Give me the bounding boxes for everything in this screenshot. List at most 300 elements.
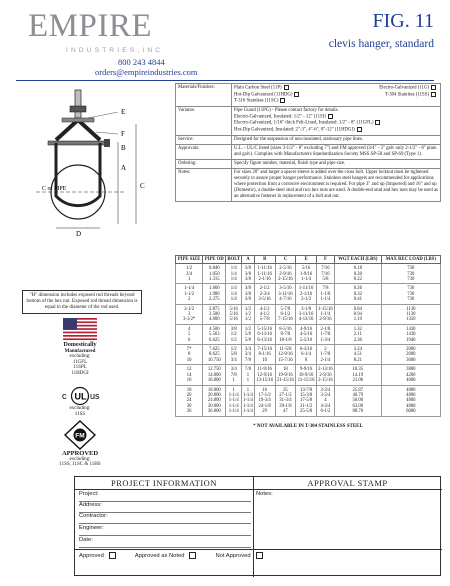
table-cell: 2.375 xyxy=(203,297,226,304)
table-cell: 12-9/16 xyxy=(254,373,275,378)
table-cell: 1.900 xyxy=(203,292,226,297)
table-cell: 1/2 xyxy=(242,304,255,312)
mat-plain-checkbox[interactable] xyxy=(284,85,289,90)
table-row xyxy=(176,324,441,332)
table-cell: 3-3/4 xyxy=(316,385,334,393)
table-cell: 3-1/8 xyxy=(296,304,317,312)
table-cell: 1.315 xyxy=(203,277,226,284)
svg-text:us: us xyxy=(90,391,100,401)
table-row xyxy=(176,365,441,373)
rod-nut xyxy=(70,106,86,112)
table-cell: 4-1/2 xyxy=(254,312,275,317)
table-row xyxy=(176,304,441,312)
table-cell: 4.51 xyxy=(334,352,381,357)
table-cell: 1130 xyxy=(381,312,440,317)
clevis-strap xyxy=(56,143,100,206)
table-cell: 1-1/4 xyxy=(316,297,334,304)
table-cell: 5/16 xyxy=(226,312,242,317)
table-cell: 1-9/16 xyxy=(296,272,317,277)
clevis-top-plate xyxy=(62,118,94,122)
table-cell: 3/4 xyxy=(176,272,203,277)
table-cell: 1-11/16 xyxy=(296,284,317,292)
table-cell: 730 xyxy=(381,272,440,277)
table-cell: 8-7/8 xyxy=(275,332,296,337)
table-cell: 8 xyxy=(176,352,203,357)
table-cell: 0.18 xyxy=(334,264,381,272)
table-cell: 8 xyxy=(296,358,317,365)
stainless-note: * NOT AVAILABLE IN T-304 STAINLESS STEEL xyxy=(253,424,363,429)
table-cell: 1.050 xyxy=(203,272,226,277)
table-cell: 2 xyxy=(176,297,203,304)
table-cell: 3/8 xyxy=(242,297,255,304)
table-row xyxy=(176,409,441,416)
header-divider xyxy=(16,80,434,81)
table-cell: 7-15/16 xyxy=(275,317,296,324)
table-cell: 4800 xyxy=(381,385,440,393)
table-cell: 7/8 xyxy=(316,284,334,292)
domestic-subtitle: Manufactured xyxy=(64,348,96,354)
table-cell: 17-5/8 xyxy=(296,398,317,403)
table-cell: 5-5/16 xyxy=(296,338,317,345)
table-cell: 3/8 xyxy=(226,324,242,332)
table-cell: 3 xyxy=(176,312,203,317)
table-cell: 5 xyxy=(176,332,203,337)
table-cell: 0.32 xyxy=(334,292,381,297)
table-cell: 2000 xyxy=(381,345,440,353)
table-cell: 6-1/4 xyxy=(296,352,317,357)
table-cell: 1 xyxy=(242,385,255,393)
table-row xyxy=(176,345,441,353)
table-cell: 11-5/8 xyxy=(275,345,296,353)
approval-row-rule xyxy=(75,549,442,550)
table-cell: 1-15/16 xyxy=(316,304,334,312)
hanger-rod xyxy=(75,90,81,118)
table-cell: 3/8 xyxy=(242,277,255,284)
table-row xyxy=(176,284,441,292)
table-cell: 7/8 xyxy=(226,373,242,378)
bolt-nut xyxy=(104,139,110,147)
table-cell: 17-1/2 xyxy=(254,393,275,398)
table-cell: 1-1/4 xyxy=(242,403,253,409)
table-cell: 5/8 xyxy=(242,338,255,345)
table-row xyxy=(176,385,441,393)
table-cell: 3-11/16 xyxy=(275,292,296,297)
table-row xyxy=(176,264,441,272)
cul-badge-text xyxy=(40,406,120,417)
variant-hdgi-checkbox[interactable] xyxy=(357,127,362,132)
table-row xyxy=(176,358,441,365)
specification-table xyxy=(175,83,441,202)
table-cell: 1/2 xyxy=(242,324,255,332)
table-cell: 0.840 xyxy=(203,264,226,272)
table-cell: 4-5/16 xyxy=(296,332,317,337)
table-cell: 5/8 xyxy=(242,332,255,337)
table-cell: 4 xyxy=(176,324,203,332)
table-cell: 88.70 xyxy=(334,409,381,416)
table-cell: 15-7/16 xyxy=(275,358,296,365)
table-cell: 2-5/16 xyxy=(275,264,296,272)
table-cell: 1430 xyxy=(381,324,440,332)
notes-label: Notes: xyxy=(176,168,232,201)
table-cell: 50.00 xyxy=(334,398,381,403)
table-cell: 9-9/16 xyxy=(296,365,317,373)
date-label: Date: xyxy=(79,537,93,543)
table-cell: 4-9/16 xyxy=(296,324,317,332)
company-logo: EMPIRE xyxy=(28,8,153,44)
variant-gfl-label: Electro-Galvanized, 1/16" thick Felt-Lined, Insulated: 1/2" - 8" (11GFL) xyxy=(234,121,374,127)
box-header-rule xyxy=(75,489,442,490)
table-cell: 11-15/16 xyxy=(297,378,315,384)
cul-excl-0: excluding: xyxy=(69,406,91,411)
not-approved-checkbox[interactable] xyxy=(256,552,263,559)
table-cell: 16.000 xyxy=(203,378,226,385)
contractor-label: Contractor: xyxy=(79,513,108,519)
table-row xyxy=(176,378,441,385)
figure-number: FIG. 11 xyxy=(372,10,434,32)
table-cell: 2-15/16 xyxy=(275,277,296,284)
table-cell: 1130 xyxy=(381,304,440,312)
table-cell: 730 xyxy=(381,292,440,297)
col-e: E xyxy=(296,256,317,264)
ordering-label: Ordering: xyxy=(176,159,232,168)
table-cell: 1-1/2 xyxy=(176,292,203,297)
table-cell: 36 xyxy=(176,409,203,416)
table-row xyxy=(176,338,441,345)
table-cell: 1/2 xyxy=(226,338,242,345)
table-cell: 4200 xyxy=(381,373,440,378)
usa-flag-icon xyxy=(63,318,97,340)
table-cell: 2.36 xyxy=(334,338,381,345)
table-cell: 3-3/4 xyxy=(316,393,334,398)
leader-e xyxy=(88,112,118,118)
table-cell: 1/2 xyxy=(176,264,203,272)
col-b: B xyxy=(254,256,275,264)
mat-electro-checkbox[interactable] xyxy=(431,85,436,90)
fm-excl-0: excluding: xyxy=(69,456,91,462)
approval-stamp-title: APPROVAL STAMP xyxy=(307,478,388,488)
table-cell: 21.06 xyxy=(334,378,381,385)
table-cell: 1-1/4 xyxy=(242,409,253,415)
table-cell: 1-1/4 xyxy=(242,392,253,398)
table-cell: 4-1/2 xyxy=(254,304,275,312)
not-approved-label: Not Approved xyxy=(215,552,251,559)
variants-label: Variants: xyxy=(176,106,232,135)
dim-label-b: B xyxy=(121,144,126,152)
table-cell: 2-1/8 xyxy=(316,324,334,332)
variant-hdgi-label: Hot-Dip Galvanized, Insulated: 2"-3", 4"-6", 8"-12" (11HDGI) xyxy=(234,127,355,133)
table-cell: 14 xyxy=(176,373,203,378)
table-cell: 5/8 xyxy=(316,277,334,284)
table-cell: 5-7/8 xyxy=(254,317,275,324)
table-cell: 0.22 xyxy=(334,277,381,284)
table-cell: 14.19 xyxy=(334,373,381,378)
svg-text:c: c xyxy=(62,391,67,401)
fm-excl-1: 11SS, 11SC & 11HS xyxy=(59,462,101,468)
clevis-hanger-diagram xyxy=(16,84,176,276)
table-cell: 3/8 xyxy=(242,272,255,277)
table-cell: 3600 xyxy=(381,358,440,365)
table-cell: 2-1/2 xyxy=(176,304,203,312)
email-link[interactable]: orders@empireindustries.com xyxy=(95,67,198,77)
domestic-excl-2: 11SPL xyxy=(73,365,87,371)
table-cell: 1-11/16 xyxy=(254,264,275,272)
table-cell: 31-3/4 xyxy=(275,398,296,403)
h-dimension-note: "H" dimension includes exposed rod threads beyond bottom of the hex nut. Exposed rod thread dimension is equal to the diameter of the rod used. xyxy=(22,290,142,314)
fm-badge-text: FM xyxy=(75,432,85,440)
table-cell: 5-15/16 xyxy=(254,324,275,332)
clevis-yoke xyxy=(56,120,100,140)
table-cell: 36.000 xyxy=(203,409,226,416)
approvals-label: Approvals: xyxy=(176,144,232,159)
table-cell: 1-11/16 xyxy=(254,272,275,277)
table-cell: 7* xyxy=(176,345,203,353)
table-cell: 2-9/16 xyxy=(316,317,334,324)
cul-excl-1: 11SS xyxy=(74,411,86,417)
product-subtitle: clevis hanger, standard xyxy=(328,38,434,50)
table-cell: 8-5/16 xyxy=(275,324,296,332)
col-pipe-size: PIPE SIZE xyxy=(176,256,203,264)
table-cell: 3/4 xyxy=(242,345,255,353)
cul-listed-icon xyxy=(62,386,98,406)
table-cell: 25 xyxy=(275,385,296,393)
table-cell: 2.11 xyxy=(334,332,381,337)
address-field[interactable] xyxy=(79,502,251,513)
table-row xyxy=(176,317,441,324)
table-cell: 3/8 xyxy=(242,264,255,272)
table-cell: 27-1/2 xyxy=(275,393,296,398)
mat-electro-label: Electro-Galvanized (11G) xyxy=(379,85,429,91)
table-cell: 5-7/8 xyxy=(275,304,296,312)
stamp-notes-label: Notes: xyxy=(256,491,273,497)
table-cell: 3/4 xyxy=(226,365,242,373)
table-row xyxy=(176,277,441,284)
project-field[interactable] xyxy=(79,491,251,502)
table-cell: 2-1/4 xyxy=(316,358,334,365)
dimensions-table xyxy=(175,255,441,417)
table-cell: 47 xyxy=(275,409,296,416)
table-cell: 7-15/16 xyxy=(254,345,275,353)
table-cell: 1.660 xyxy=(203,284,226,292)
table-cell: 19-3/4 xyxy=(254,398,275,403)
engineer-field[interactable] xyxy=(79,525,251,536)
table-cell: 21-1/2 xyxy=(296,404,317,409)
table-cell: 2-1/16 xyxy=(296,292,317,297)
table-cell: 1/4 xyxy=(226,284,242,292)
table-cell: 18 xyxy=(176,385,203,393)
table-cell: 5/8 xyxy=(226,352,242,357)
table-cell: 63.00 xyxy=(334,404,381,409)
table-cell: 3-1/2* xyxy=(176,317,203,324)
ordering-text: Specify figure number, material, finish type and pipe size. xyxy=(232,159,441,168)
table-cell: 1-1/4 xyxy=(226,409,242,416)
pipe-centerline-label: C of PIPE xyxy=(42,186,67,192)
project-approval-box xyxy=(74,476,441,576)
approved-noted-checkbox[interactable] xyxy=(189,552,196,559)
date-field[interactable] xyxy=(79,537,251,548)
table-cell: 2-1/2 xyxy=(296,297,317,304)
dim-label-f: F xyxy=(121,130,125,138)
table-cell: 15-3/8 xyxy=(296,393,317,398)
table-cell: 3-5/16 xyxy=(275,284,296,292)
dim-label-a: A xyxy=(121,164,127,172)
table-cell: 730 xyxy=(381,297,440,304)
table-cell: 30 xyxy=(176,404,203,409)
approved-checkbox[interactable] xyxy=(109,552,116,559)
table-cell: 2-9/16 xyxy=(275,272,296,277)
table-cell: 6-1/2 xyxy=(316,409,334,416)
table-cell: 7/8 xyxy=(242,365,255,373)
table-cell: 4-7/16 xyxy=(275,297,296,304)
fm-badge-info xyxy=(40,451,120,468)
domestic-excl-1: 11GFL xyxy=(72,359,88,365)
table-cell: 10 xyxy=(176,358,203,365)
table-cell: 25-5/8 xyxy=(296,409,317,416)
table-cell: 7.625 xyxy=(203,345,226,353)
mat-t316-checkbox[interactable] xyxy=(280,98,285,103)
box-divider xyxy=(253,477,254,577)
table-cell: 1.32 xyxy=(334,324,381,332)
col-a: A xyxy=(242,256,255,264)
table-cell: 3/8 xyxy=(242,284,255,292)
table-cell: 25.87 xyxy=(334,385,381,393)
variant-si-checkbox[interactable] xyxy=(328,114,333,119)
table-cell: 730 xyxy=(381,277,440,284)
variants-cell xyxy=(232,106,441,135)
table-cell: 1.19 xyxy=(334,317,381,324)
table-cell: 10.35 xyxy=(334,365,381,373)
table-cell: 4-3/4 xyxy=(316,404,334,409)
col-weight: WGT EACH (LBS) xyxy=(334,256,381,264)
approved-label: Approved xyxy=(79,552,104,559)
dimensions-table-body xyxy=(176,264,441,416)
table-cell: 1/4 xyxy=(226,297,242,304)
table-cell: 30.000 xyxy=(203,404,226,409)
table-cell: 4800 xyxy=(381,393,440,398)
col-bolt: BOLT xyxy=(227,257,241,262)
table-cell: 24 xyxy=(176,398,203,403)
dim-label-c: C xyxy=(140,182,145,190)
table-cell: 1-1/4 xyxy=(242,398,253,404)
table-cell: 6 xyxy=(176,338,203,345)
table-cell: 2-9/16 xyxy=(316,373,334,378)
table-cell: 1 xyxy=(242,373,255,378)
table-cell: 1-1/8 xyxy=(316,292,334,297)
table-cell: 2-1/2 xyxy=(254,284,275,292)
table-cell: 8.625 xyxy=(203,352,226,357)
table-cell: 4-13/16 xyxy=(296,317,317,324)
table-cell: 1430 xyxy=(381,332,440,337)
table-cell: 24-1/8 xyxy=(254,404,275,409)
table-cell: 0.41 xyxy=(334,297,381,304)
table-cell: 3800 xyxy=(381,365,440,373)
notes-text: For sizes 20" and larger a spacer sleeve is added over the cross bolt. Upper locknut must be tightened securely to assure proper hanger performance. Stainless steel hangers are recommended for applications where protection from a corrosive environment is required. For pipe 3" and up (Imported) and 16" and up (Domestic), a double-steel stud and two hex nuts are used. A double-end stud and hex nuts may be used as an alternative fastener in replacement of a bolt and nut. xyxy=(232,168,441,201)
variant-gfl-checkbox[interactable] xyxy=(375,120,380,125)
col-c: C xyxy=(275,256,296,264)
approved-noted-label: Approved as Noted xyxy=(134,552,185,559)
variant-pipe-guard: Pipe Guard (11PG) - Please contact factory for details. xyxy=(234,107,339,113)
table-cell: 1-1/4 xyxy=(226,393,242,398)
table-cell: 3.24 xyxy=(334,345,381,353)
mat-hdg-checkbox[interactable] xyxy=(294,92,299,97)
table-cell: 21-15/16 xyxy=(276,378,294,384)
table-cell: 5/16 xyxy=(296,264,317,272)
table-cell: 1-1/4 xyxy=(226,398,242,403)
approval-options xyxy=(79,552,265,559)
table-cell: 2-3/4 xyxy=(254,292,275,297)
table-cell: 6-13/16 xyxy=(254,332,275,337)
table-cell: 6-3/16 xyxy=(296,345,317,353)
table-cell: 1/2 xyxy=(226,345,242,353)
table-cell: 10-1/8 xyxy=(275,338,296,345)
table-cell: 3-11/16 xyxy=(296,312,317,317)
table-cell: 1/4 xyxy=(226,277,242,284)
address-label: Address: xyxy=(79,502,102,508)
table-cell: 3-5/16 xyxy=(254,297,275,304)
table-cell: 5/16 xyxy=(226,304,242,312)
table-cell: 6.625 xyxy=(203,338,226,345)
table-cell: 4600 xyxy=(381,378,440,385)
table-cell: 4.000 xyxy=(203,317,226,324)
table-cell: 1 xyxy=(176,277,203,284)
table-cell: 1-7/8 xyxy=(316,332,334,337)
table-cell: 1-1/4 xyxy=(296,277,317,284)
table-cell: 0.94 xyxy=(334,312,381,317)
leader-f xyxy=(96,132,118,134)
table-cell: 8-1/16 xyxy=(254,352,275,357)
table-cell: 7/16 xyxy=(316,272,334,277)
table-cell: 18 xyxy=(275,365,296,373)
table-cell: 1 xyxy=(226,385,242,393)
table-cell: 5.563 xyxy=(203,332,226,337)
domestic-title: Domestically xyxy=(63,342,97,348)
table-cell: 730 xyxy=(381,264,440,272)
approvals-text: U.L. - UL/C listed (sizes 3-1/2" - 8" excluding 7") and FM approved (3/4" - 3" galv only 2-1/2" - 8" plain and galv). Complies with Manufacturers Standardization Society MSS SP-58 and SP-69 (Type 1). xyxy=(232,144,441,159)
table-cell: 3/8 xyxy=(242,292,255,297)
table-cell: 14.000 xyxy=(203,373,226,378)
table-cell: 6-1/2 xyxy=(275,312,296,317)
materials-cell xyxy=(232,84,441,107)
mat-t304-checkbox[interactable] xyxy=(431,92,436,97)
table-cell: 1-1/4 xyxy=(316,312,334,317)
table-cell: 20.000 xyxy=(203,393,226,398)
domestic-excl-0: excluding: xyxy=(69,354,91,360)
fm-title: APPROVED xyxy=(61,450,99,457)
table-cell: 1 xyxy=(226,378,242,385)
table-row xyxy=(176,297,441,304)
col-f: F xyxy=(316,256,334,264)
materials-label: Materials/Finishes: xyxy=(176,84,232,107)
mat-plain-label: Plain Carbon Steel (11P) xyxy=(234,85,282,91)
table-cell: 3.500 xyxy=(203,312,226,317)
table-cell: 18.000 xyxy=(203,385,226,393)
contractor-field[interactable] xyxy=(79,513,251,524)
table-cell: 1/4 xyxy=(226,264,242,272)
fm-approved-icon xyxy=(64,420,96,450)
mat-hdg-label: Hot-Dip Galvanized (11HDG) xyxy=(234,92,293,98)
table-cell: 3/4 xyxy=(242,352,255,357)
table-cell: 7/8 xyxy=(242,358,255,365)
phone-number: 800 243 4844 xyxy=(118,57,165,67)
table-cell: 1/4 xyxy=(226,292,242,297)
table-cell: 3/4 xyxy=(226,358,242,365)
table-cell: 29 xyxy=(254,409,275,416)
table-cell: 2-13/16 xyxy=(316,365,334,373)
project-info-title: PROJECT INFORMATION xyxy=(111,478,217,488)
table-cell: 1-1/4 xyxy=(226,404,242,409)
table-cell: 11-9/16 xyxy=(254,365,275,373)
table-cell: 12 xyxy=(176,365,203,373)
table-cell: 5/16 xyxy=(226,317,242,324)
